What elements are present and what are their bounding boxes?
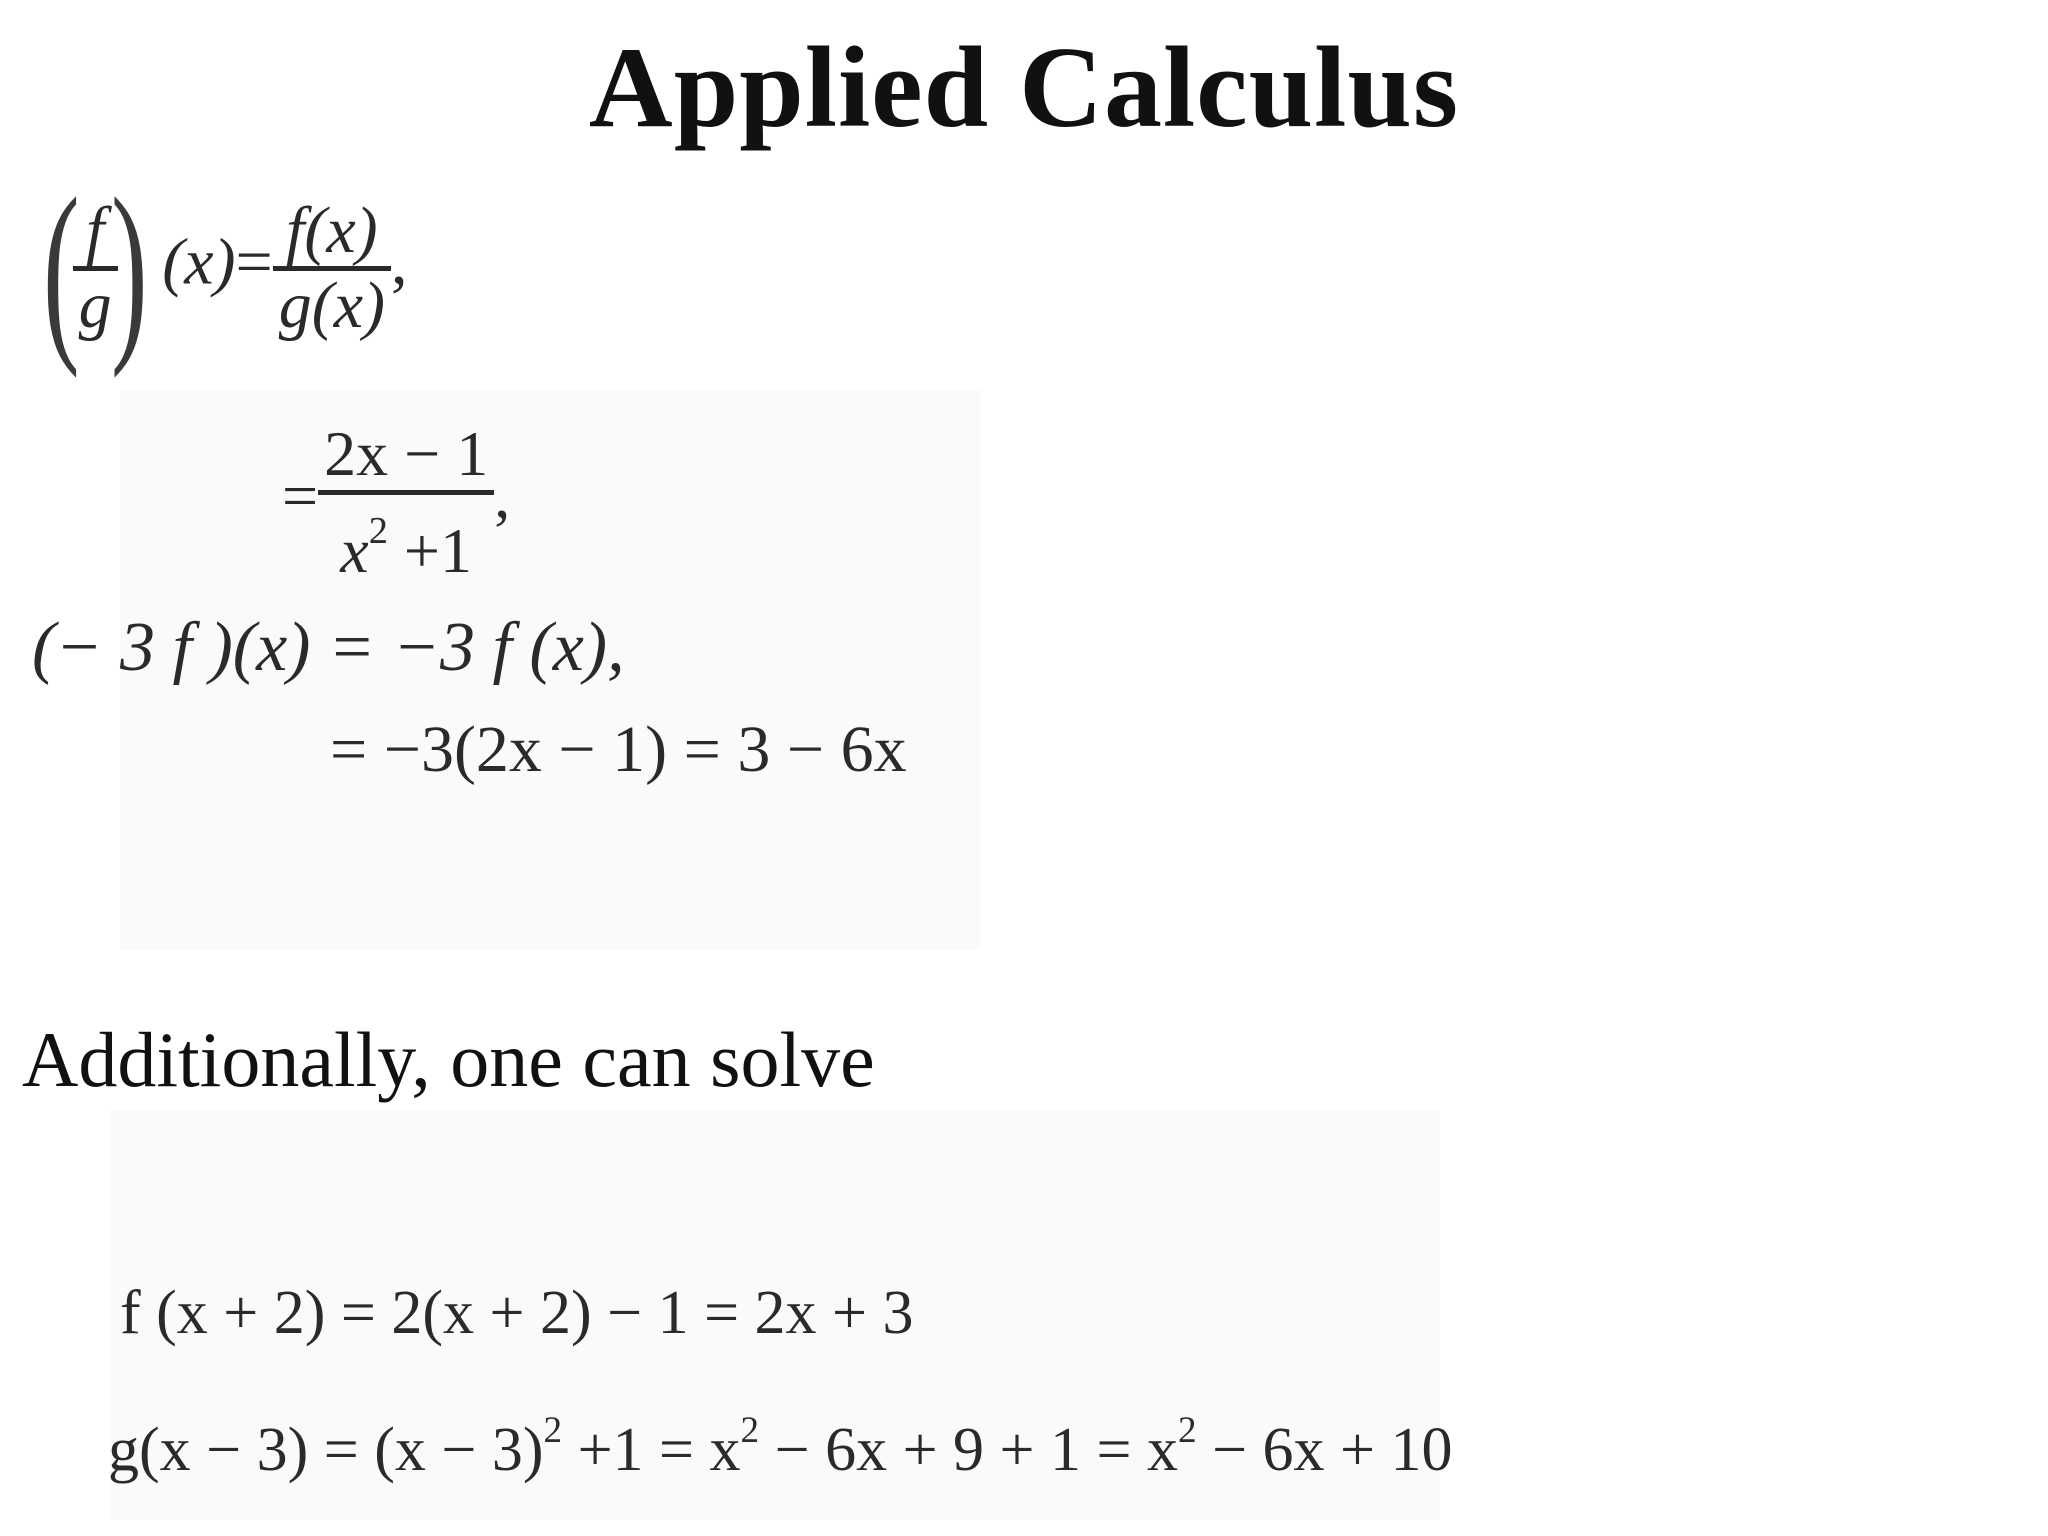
trailing-comma: , <box>494 460 511 532</box>
equation-quotient-value <box>282 418 510 587</box>
equation-scalar-multiple-value: = −3(2x − 1) = 3 − 6x <box>330 713 907 786</box>
fraction-denominator: g <box>78 269 112 342</box>
fraction-value <box>318 418 494 587</box>
equation-scalar-multiple: (− 3 f )(x) = −3 f (x), <box>32 609 625 686</box>
right-paren: ) <box>110 157 148 379</box>
fraction-fx-over-gx <box>273 196 391 341</box>
function-argument: (x) <box>162 225 236 299</box>
body-text: Additionally, one can solve <box>22 1016 875 1103</box>
slide-title: Applied Calculus <box>588 24 1460 152</box>
equals-sign: = <box>282 460 319 532</box>
equation-shift-f: f (x + 2) = 2(x + 2) − 1 = 2x + 3 <box>120 1279 914 1347</box>
equation-shift-g: $g(x - 3) = (x - 3)^2 +1 = x^2 - 6x + 9 + 1 = x^2 - 6x + 10$ <box>108 1410 1453 1484</box>
equation-quotient-definition <box>28 157 408 379</box>
trailing-comma: , <box>390 225 408 299</box>
fraction-numerator: f <box>73 196 118 271</box>
fraction-numerator: 2x − 1 <box>318 418 494 495</box>
left-paren: ( <box>42 157 80 379</box>
fraction-denominator: g(x) <box>278 269 385 342</box>
fraction-denominator: $x^2 +1$ <box>340 510 472 586</box>
fraction-numerator: f(x) <box>273 196 391 271</box>
equals-sign: = <box>235 225 273 299</box>
